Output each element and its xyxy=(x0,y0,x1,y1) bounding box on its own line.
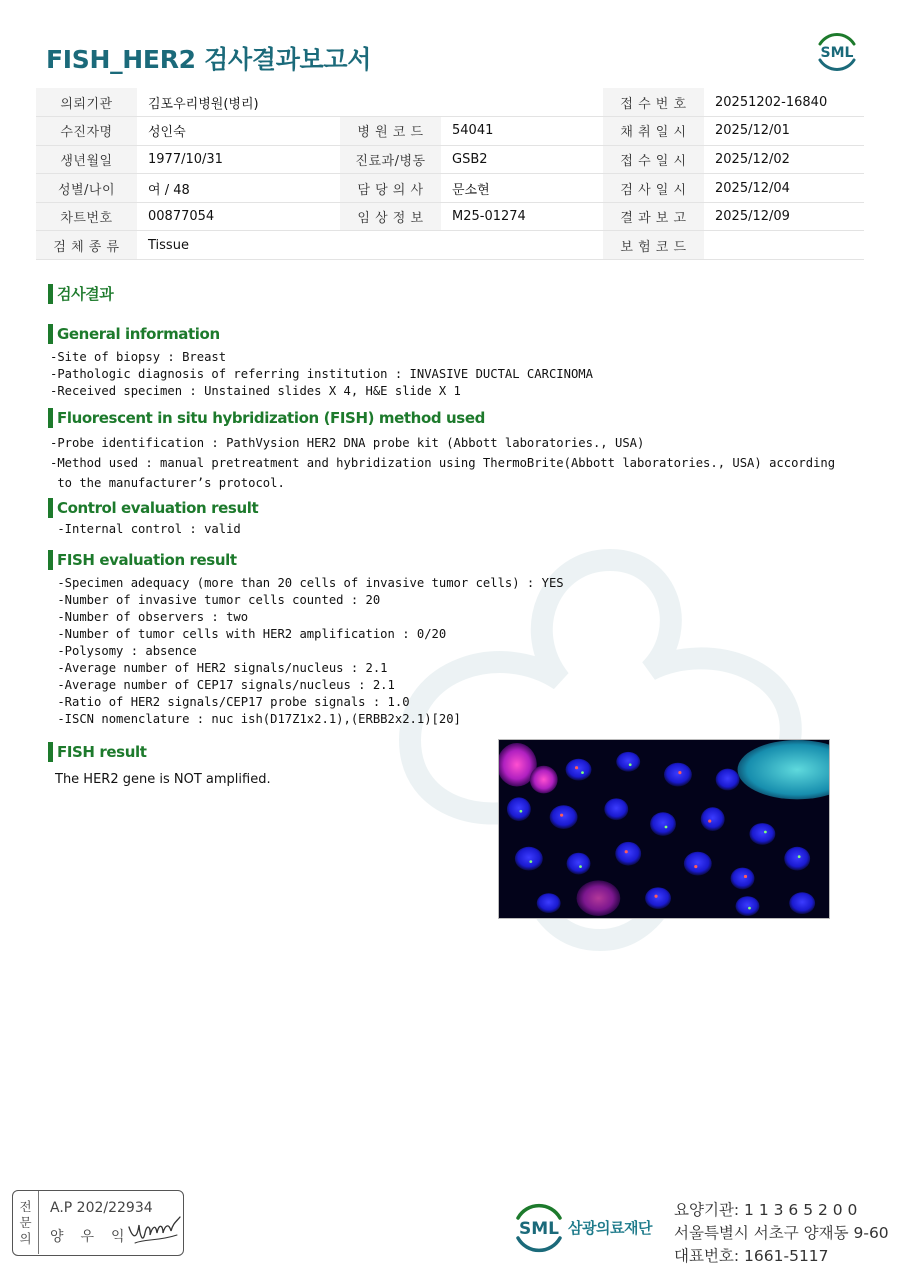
info-label: 접 수 번 호 xyxy=(603,88,704,117)
text-line: -Probe identification : PathVysion HER2 DNA probe kit (Abbott laboratories., USA) xyxy=(50,436,645,450)
info-value: 54041 xyxy=(441,117,603,146)
sml-foundation-logo-text: SML xyxy=(519,1219,559,1239)
info-label: 수진자명 xyxy=(36,117,137,146)
info-row xyxy=(36,88,864,117)
info-value: 2025/12/09 xyxy=(704,202,864,231)
info-value: 김포우리병원(병리) xyxy=(137,88,340,117)
info-row xyxy=(36,231,864,260)
info-value: 00877054 xyxy=(137,202,340,231)
info-value: 1977/10/31 xyxy=(137,145,340,174)
info-label: 접 수 일 시 xyxy=(603,145,704,174)
info-label: 차트번호 xyxy=(36,202,137,231)
info-value: GSB2 xyxy=(441,145,603,174)
text-line: -Number of invasive tumor cells counted : 20 xyxy=(50,593,381,607)
info-value: 성인숙 xyxy=(137,117,340,146)
sml-logo xyxy=(812,28,862,76)
info-label xyxy=(340,88,441,117)
foundation-name: 삼광의료재단 xyxy=(568,1219,652,1237)
info-value: 문소현 xyxy=(441,174,603,203)
text-line: -Internal control : valid xyxy=(50,522,241,536)
info-row xyxy=(36,202,864,231)
text-line: -Ratio of HER2 signals/CEP17 probe signals : 1.0 xyxy=(50,695,410,709)
stamp-side-char: 의 xyxy=(19,1230,32,1246)
section-heading-control: Control evaluation result xyxy=(48,498,258,518)
info-label: 결 과 보 고 xyxy=(603,202,704,231)
text-line: to the manufacturer’s protocol. xyxy=(50,476,285,490)
info-value: 2025/12/02 xyxy=(704,145,864,174)
info-value: 20251202-16840 xyxy=(704,88,864,117)
text-line: -Method used : manual pretreatment and hybridization using ThermoBrite(Abbott laboratories., USA) according xyxy=(50,456,836,470)
phone-number: 대표번호: 1661-5117 xyxy=(674,1247,829,1265)
text-line: -Polysomy : absence xyxy=(50,644,197,658)
info-label: 보 험 코 드 xyxy=(603,231,704,260)
text-line: -Number of tumor cells with HER2 amplification : 0/20 xyxy=(50,627,447,641)
info-label: 생년월일 xyxy=(36,145,137,174)
info-label: 담 당 의 사 xyxy=(340,174,441,203)
general-info-lines xyxy=(50,349,593,400)
fish-result-text: The HER2 gene is NOT amplified. xyxy=(55,772,271,787)
stamp-doctor-name: 양우익 xyxy=(50,1229,142,1245)
info-row xyxy=(36,145,864,174)
section-heading-general: General information xyxy=(48,324,220,344)
patient-info-table xyxy=(36,88,864,260)
text-line: -Specimen adequacy (more than 20 cells of invasive tumor cells) : YES xyxy=(50,576,564,590)
info-value: M25-01274 xyxy=(441,202,603,231)
info-value: 2025/12/04 xyxy=(704,174,864,203)
section-heading-evaluation: FISH evaluation result xyxy=(48,550,237,570)
info-label: 임 상 정 보 xyxy=(340,202,441,231)
pathologist-stamp xyxy=(12,1190,184,1256)
text-line: -Average number of CEP17 signals/nucleus : 2.1 xyxy=(50,678,395,692)
stamp-side-char: 전 xyxy=(19,1198,32,1214)
info-value: 여 / 48 xyxy=(137,174,340,203)
info-value xyxy=(441,88,603,117)
info-value xyxy=(704,231,864,260)
stamp-side-label xyxy=(13,1191,39,1254)
info-label: 병 원 코 드 xyxy=(340,117,441,146)
info-label: 채 취 일 시 xyxy=(603,117,704,146)
text-line: -Pathologic diagnosis of referring institution : INVASIVE DUCTAL CARCINOMA xyxy=(50,367,593,381)
section-heading-method: Fluorescent in situ hybridization (FISH) method used xyxy=(48,408,485,428)
sml-foundation-logo xyxy=(510,1198,566,1256)
info-row xyxy=(36,174,864,203)
text-line: -Number of observers : two xyxy=(50,610,249,624)
info-value: 2025/12/01 xyxy=(704,117,864,146)
info-label xyxy=(340,231,441,260)
stamp-license-number: A.P 202/22934 xyxy=(50,1200,153,1216)
info-label: 검 체 종 류 xyxy=(36,231,137,260)
text-line: -Received specimen : Unstained slides X 4, H&E slide X 1 xyxy=(50,384,461,398)
institution-code: 요양기관: 1 1 3 6 5 2 0 0 xyxy=(674,1201,858,1219)
info-value xyxy=(441,231,603,260)
info-label: 성별/나이 xyxy=(36,174,137,203)
stamp-side-char: 문 xyxy=(19,1214,32,1230)
control-lines xyxy=(50,521,241,538)
report-title: FISH_HER2 검사결과보고서 xyxy=(46,45,372,74)
section-heading-fish-result: FISH result xyxy=(48,742,147,762)
info-label: 진료과/병동 xyxy=(340,145,441,174)
method-lines xyxy=(50,433,835,493)
text-line: -Site of biopsy : Breast xyxy=(50,350,227,364)
text-line: -ISCN nomenclature : nuc ish(D17Z1x2.1),(ERBB2x2.1)[20] xyxy=(50,712,461,726)
info-row xyxy=(36,117,864,146)
sml-logo-text: SML xyxy=(820,45,854,61)
info-label: 의뢰기관 xyxy=(36,88,137,117)
section-heading-results: 검사결과 xyxy=(48,284,113,304)
evaluation-lines xyxy=(50,575,564,728)
fish-microscopy-image xyxy=(498,739,830,919)
info-value: Tissue xyxy=(137,231,340,260)
signature-image xyxy=(125,1209,183,1251)
text-line: -Average number of HER2 signals/nucleus : 2.1 xyxy=(50,661,388,675)
info-label: 검 사 일 시 xyxy=(603,174,704,203)
address: 서울특별시 서초구 양재동 9-60 xyxy=(674,1224,889,1242)
